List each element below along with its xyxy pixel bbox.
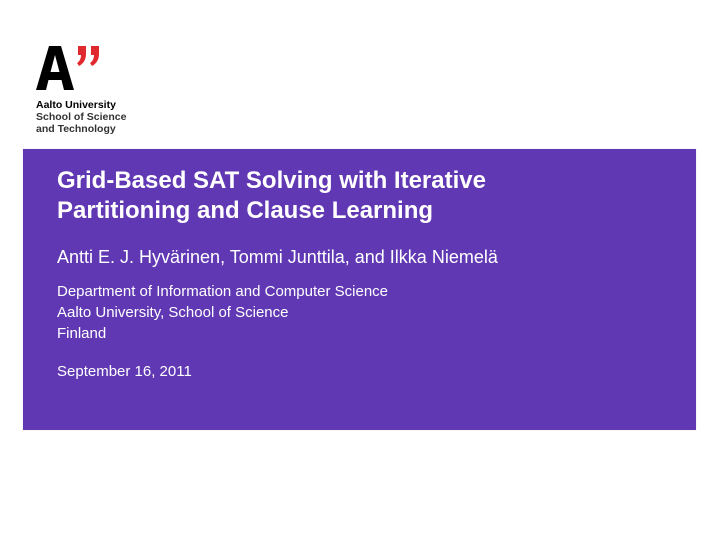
title-line-1: Grid-Based SAT Solving with Iterative bbox=[57, 167, 486, 194]
logo-school-name: School of Science bbox=[36, 111, 127, 123]
logo-university-name: Aalto University bbox=[36, 99, 116, 111]
authors: Antti E. J. Hyvärinen, Tommi Junttila, and Ilkka Niemelä bbox=[57, 247, 498, 267]
aalto-logo bbox=[36, 44, 146, 135]
institute-country: Finland bbox=[57, 325, 107, 342]
institute-university: Aalto University, School of Science bbox=[57, 304, 289, 321]
title-panel bbox=[23, 149, 696, 430]
aalto-a-quote-icon bbox=[36, 44, 106, 92]
logo-quote-left-shape bbox=[77, 46, 86, 66]
aalto-logo-mark bbox=[36, 44, 106, 92]
logo-school-name-cont: and Technology bbox=[36, 123, 116, 135]
institute bbox=[57, 281, 388, 344]
presentation-title bbox=[57, 166, 657, 226]
title-line-2: Partitioning and Clause Learning bbox=[57, 197, 434, 224]
institute-department: Department of Information and Computer Science bbox=[57, 283, 389, 300]
presentation-date: September 16, 2011 bbox=[57, 363, 192, 380]
logo-letter-a-shape bbox=[36, 46, 74, 90]
logo-quote-right-shape bbox=[90, 46, 99, 66]
aalto-logo-text bbox=[36, 99, 146, 135]
